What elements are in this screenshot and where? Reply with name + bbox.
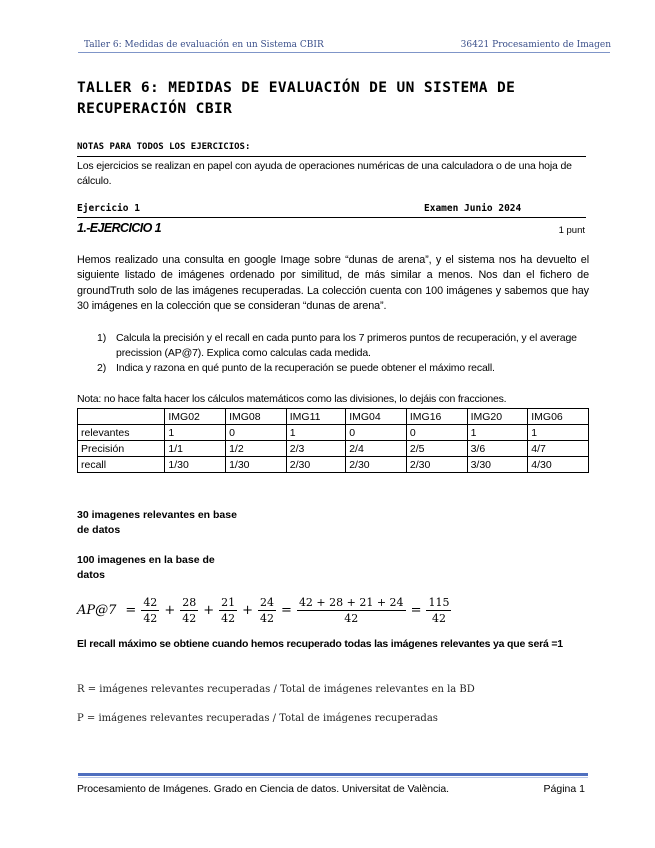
page-title: TALLER 6: MEDIDAS DE EVALUACIÓN DE UN SISTEMA DE RECUPERACIÓN CBIR <box>77 80 516 117</box>
header-rule <box>78 52 610 53</box>
formula-plus: + <box>242 602 254 618</box>
table-cell: 0 <box>226 425 287 441</box>
footer-left: Procesamiento de Imágenes. Grado en Ciencia de datos. Universitat de València. <box>77 783 449 795</box>
fraction-numerator: 21 <box>221 595 236 609</box>
task-text: Indica y razona en qué punto de la recuperación se puede obtener el máximo recall. <box>116 362 495 374</box>
exercise-label: Ejercicio 1 <box>77 203 140 214</box>
table-header-cell: IMG08 <box>226 409 287 425</box>
table-cell: 3/6 <box>467 441 528 457</box>
table-cell: 1/1 <box>165 441 226 457</box>
fraction-denominator: 42 <box>260 611 275 625</box>
fraction-numerator: 28 <box>182 595 197 609</box>
table-cell: 4/30 <box>528 457 589 473</box>
footer-rule <box>78 773 588 776</box>
table-cell: 1 <box>286 425 345 441</box>
notes-heading: NOTAS PARA TODOS LOS EJERCICIOS: <box>77 142 251 152</box>
formula-plus: + <box>203 602 215 618</box>
header-right: 36421 Procesamiento de Imagen <box>460 40 611 50</box>
results-table <box>77 408 589 473</box>
fraction-denominator: 42 <box>221 611 236 625</box>
table-cell: 2/30 <box>406 457 467 473</box>
recall-definition: R = imágenes relevantes recuperadas / Total de imágenes relevantes en la BD <box>77 684 475 695</box>
task-number: 2) <box>97 362 107 374</box>
fraction-numerator: 42 + 28 + 21 + 24 <box>298 595 404 609</box>
task-text: Calcula la precisión y el recall en cada punto para los 7 primeros puntos de recuperación, y el average precission (AP@7). Explica como calculas cada medida. <box>116 332 577 359</box>
formula-sum-fraction <box>297 596 406 625</box>
footer-rule-thin <box>78 777 588 778</box>
exercise-note: Nota: no hace falta hacer los cálculos matemáticos como las divisiones, lo dejáis con fracciones. <box>77 393 507 405</box>
table-row <box>78 441 589 457</box>
fraction-numerator: 24 <box>260 595 275 609</box>
task-item <box>97 361 589 376</box>
table-cell: 0 <box>346 425 407 441</box>
fraction-denominator: 42 <box>344 611 359 625</box>
task-item <box>97 331 589 361</box>
formula-plus: + <box>164 602 176 618</box>
formula-fraction <box>180 596 198 625</box>
table-cell: 4/7 <box>528 441 589 457</box>
table-header-row <box>78 409 589 425</box>
exercise-statement: Hemos realizado una consulta en google Image sobre “dunas de arena”, y el sistema nos ha devuelto el siguiente listado de imágenes ordenado por similitud, de más similar a menos. Nos dan el fichero de groundTruth solo de las imágenes recuperadas. La colección cuenta con 100 imágenes y sabemos que hay 30 imágenes en la colección que se consideran “dunas de arena”. <box>77 254 589 312</box>
footer-page-number: Página 1 <box>543 783 585 795</box>
relevant-count: 30 imagenes relevantes en base de datos <box>77 509 237 536</box>
header-left: Taller 6: Medidas de evaluación en un Sistema CBIR <box>84 40 324 50</box>
fraction-numerator: 42 <box>143 595 158 609</box>
exercise-rule <box>77 217 586 218</box>
formula-equals: = <box>410 602 422 618</box>
table-cell: 2/4 <box>346 441 407 457</box>
formula-fraction <box>141 596 159 625</box>
table-header-cell: IMG06 <box>528 409 589 425</box>
precision-definition: P = imágenes relevantes recuperadas / Total de imágenes recuperadas <box>77 713 438 724</box>
table-cell: 2/30 <box>346 457 407 473</box>
table-cell: 3/30 <box>467 457 528 473</box>
formula-equals: = <box>281 602 292 618</box>
table-header-cell: IMG02 <box>165 409 226 425</box>
exercise-exam: Examen Junio 2024 <box>424 203 522 214</box>
table-cell: 1 <box>165 425 226 441</box>
ap-formula <box>77 590 451 630</box>
formula-result-fraction <box>426 596 451 625</box>
task-number: 1) <box>97 332 107 344</box>
db-count: 100 imagenes en la base de datos <box>77 554 215 581</box>
table-cell: recall <box>78 457 165 473</box>
table-header-cell: IMG16 <box>406 409 467 425</box>
table-row <box>78 457 589 473</box>
recall-max-answer: El recall máximo se obtiene cuando hemos recuperado todas las imágenes relevantes ya que será =1 <box>77 638 563 650</box>
task-list <box>97 331 589 376</box>
table-header-cell: IMG04 <box>346 409 407 425</box>
table-cell: 1/30 <box>226 457 287 473</box>
notes-text: Los ejercicios se realizan en papel con ayuda de operaciones numéricas de una calculadora o de una hoja de cálculo. <box>77 160 572 187</box>
table-cell: 2/3 <box>286 441 345 457</box>
fraction-denominator: 42 <box>431 611 446 625</box>
table-cell: 1/2 <box>226 441 287 457</box>
fraction-numerator: 115 <box>428 595 450 609</box>
formula-fraction <box>258 596 276 625</box>
table-header-cell: IMG11 <box>286 409 345 425</box>
table-cell: 2/30 <box>286 457 345 473</box>
table-row <box>78 425 589 441</box>
formula-lhs: AP@7 <box>77 602 117 618</box>
fraction-denominator: 42 <box>182 611 197 625</box>
notes-rule <box>77 156 586 157</box>
table-cell: 1 <box>467 425 528 441</box>
exercise-heading: 1.-EJERCICIO 1 <box>77 221 161 235</box>
formula-equals: = <box>125 602 137 618</box>
table-cell: 1 <box>528 425 589 441</box>
table-header-cell <box>78 409 165 425</box>
exercise-points: 1 punt <box>558 225 585 236</box>
table-cell: 2/5 <box>406 441 467 457</box>
fraction-denominator: 42 <box>143 611 158 625</box>
table-cell: Precisión <box>78 441 165 457</box>
formula-fraction <box>219 596 237 625</box>
table-cell: relevantes <box>78 425 165 441</box>
table-cell: 0 <box>406 425 467 441</box>
table-header-cell: IMG20 <box>467 409 528 425</box>
table-cell: 1/30 <box>165 457 226 473</box>
